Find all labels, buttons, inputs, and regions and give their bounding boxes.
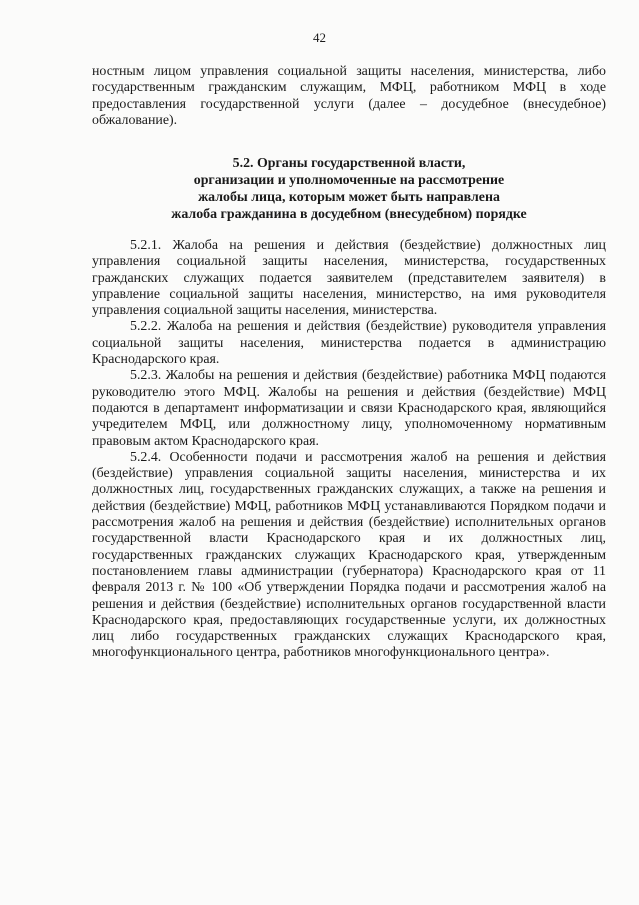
section-heading-line: организации и уполномоченные на рассмотрение [193,173,505,188]
section-body [92,238,606,662]
section-heading-line: жалоба гражданина в досудебном (внесудебном) порядке [171,207,527,222]
paragraph-5-2-4: 5.2.4. Особенности подачи и рассмотрения жалоб на решения и действия (бездействие) управления социальной защиты населения, министерства и их должностных лиц, государственных гражданских служащих, а также на решения и действия (бездействие) МФЦ, работников МФЦ устанавливаются Порядком подачи и рассмотрения жалоб на решения и действия (бездействие) исполнительных органов государственной власти Краснодарского края и их должностных лиц, государственных гражданских служащих Краснодарского края, утвержденным постановлением главы администрации (губернатора) Краснодарского края от 11 февраля 2013 г. № 100 «Об утверждении Порядка подачи и рассмотрения жалоб на решения и действия (бездействие) исполнительных органов государственной власти Краснодарского края, предоставляющих государственные услуги, их должностных лиц либо государственных гражданских служащих Краснодарского края, многофункционального центра, работников многофункционального центра». [92,449,606,661]
page-number: 42 [313,30,326,45]
section-heading-line: 5.2. Органы государственной власти, [232,156,466,171]
intro-block [92,64,606,129]
paragraph-5-2-2: 5.2.2. Жалоба на решения и действия (бездействие) руководителя управления социальной защиты населения, министерства подается в администрацию Краснодарского края. [92,319,606,368]
paragraph-5-2-3: 5.2.3. Жалобы на решения и действия (бездействие) работника МФЦ подаются руководителю этого МФЦ. Жалобы на решения и действия (бездействие) МФЦ подаются в департамент информатизации и связи Краснодарского края, являющийся учредителем МФЦ, или должностному лицу, уполномоченному нормативным правовым актом Краснодарского края. [92,368,606,449]
paragraph-5-2-1: 5.2.1. Жалоба на решения и действия (бездействие) должностных лиц управления социальной защиты населения, министерства, государственных гражданских служащих подается заявителем (представителем заявителя) в управление социальной защиты населения, министерство, на имя руководителя управления социальной защиты населения, министерства. [92,238,606,319]
intro-paragraph: ностным лицом управления социальной защиты населения, министерства, либо государственным гражданским служащим, МФЦ, работником МФЦ в ходе предоставления государственной услуги (далее – досудебное (внесудебное) обжалование). [92,64,606,128]
section-heading-line: жалобы лица, которым может быть направлена [198,190,500,205]
section-heading [92,155,606,223]
